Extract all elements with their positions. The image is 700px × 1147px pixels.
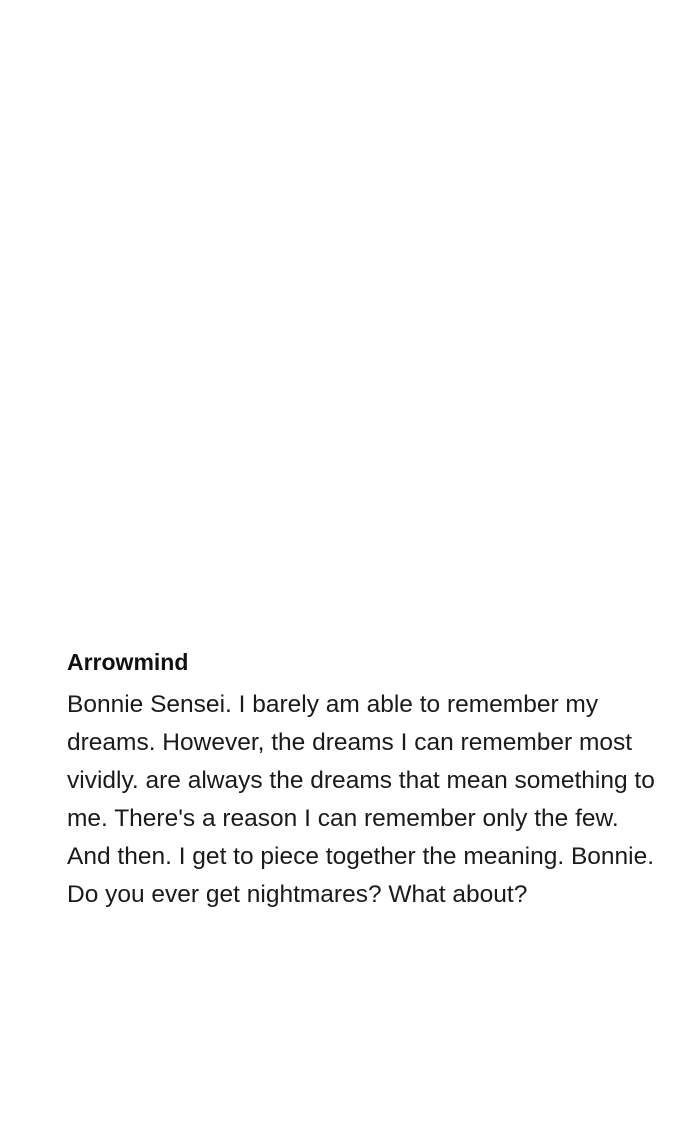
comment-text: Bonnie Sensei. I barely am able to remember my dreams. However, the dreams I can remember most vividly. are always the dreams that mean something to me. There's a reason I can remember only the few. And then. I get to piece together the meaning. Bonnie. Do you ever get nightmares? What about? bbox=[67, 691, 655, 908]
comment-block bbox=[67, 646, 667, 914]
comment-author[interactable]: Arrowmind bbox=[67, 649, 189, 675]
